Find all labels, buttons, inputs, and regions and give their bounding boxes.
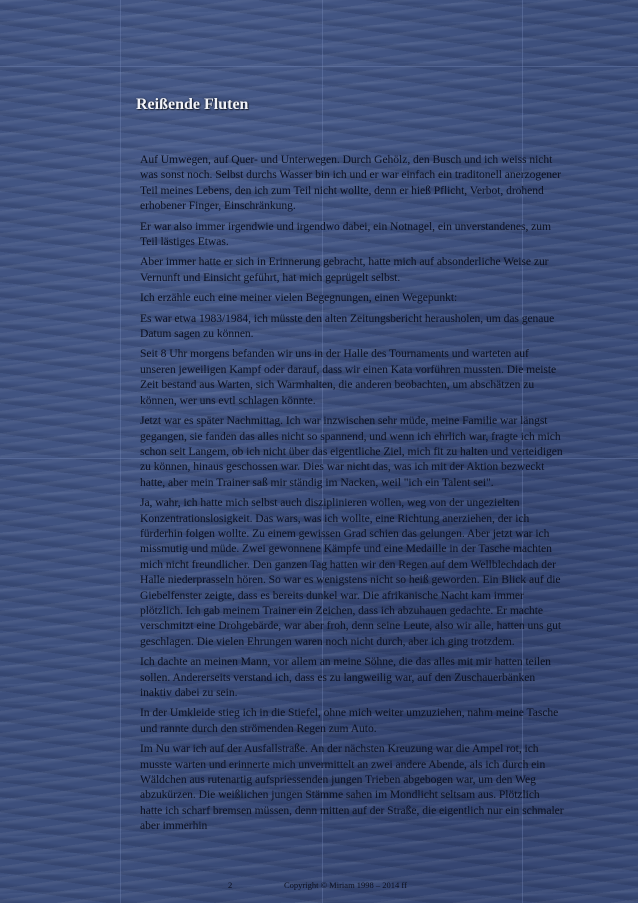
- paragraph: Aber immer hatte er sich in Erinnerung gebracht, hatte mich auf absonderliche Weise zur Vernunft und Einsicht geführt, hat mich geprügelt selbst.: [140, 255, 549, 284]
- page-footer: [0, 880, 638, 894]
- document-body: [140, 152, 564, 839]
- paragraph: Ja, wahr, ich hatte mich selbst auch disziplinieren wollen, weg von der ungezielten Konzentrationslosigkeit. Das wars, was ich wollte, eine Richtung anerziehen, der ich fürderhin folgen wollte. Zu einem gewissen Grad schien das gelungen. Aber jetzt war ich missmutig und müde. Zwei gewonnene Kämpfe und eine Medaille in der Tasche machten mich nicht freundlicher. Den ganzen Tag hatten wir den Regen auf dem Wellblechdach der Halle niederprasseln hören. So war es wenigstens nicht so heiß geworden. Ein Blick auf die Giebelfenster zeigte, dass es bereits dunkel war. Die afrikanische Nacht kam immer plötzlich. Ich gab meinem Trainer ein Zeichen, dass ich abzuhauen gedachte. Er machte verschmitzt eine Drohgebärde, war aber froh, denn seine Leute, also wir alle, hatten uns gut geschlagen. Die vielen Ehrungen waren noch nicht durch, aber ich ging trotzdem.: [140, 496, 561, 648]
- page-guide-left: [120, 0, 121, 903]
- paragraph: Es war etwa 1983/1984, ich müsste den alten Zeitungsbericht herausholen, um das genaue Datum sagen zu können.: [140, 311, 555, 341]
- page-guide-top: [0, 66, 638, 67]
- paragraph: Er war also immer irgendwie und irgendwo dabei, ein Notnagel, ein unverstandenes, zum Teil lästiges Etwas.: [140, 219, 551, 249]
- document-title: Reißende Fluten: [136, 96, 249, 113]
- paragraph: Jetzt war es später Nachmittag. Ich war inzwischen sehr müde, meine Familie war längst gegangen, sie fanden das alles nicht so spannend, und wenn ich ehrlich war, fragte ich mich schon seit Langem, ob ich nicht über das eigentliche Ziel, mich fit zu halten und verteidigen zu können, hinaus geschossen war. Dies war nicht das, was ich mit der Aktion bezweckt hatte, aber mein Trainer saß mir ständig im Nacken, weil "ich ein Talent sei".: [140, 414, 563, 489]
- page-number: 2: [228, 880, 233, 890]
- paragraph: Ich erzähle euch eine meiner vielen Begegnungen, einen Wegepunkt:: [140, 291, 458, 305]
- copyright-notice: Copyright © Miriam 1998 – 2014 ff: [284, 880, 407, 890]
- paragraph: In der Umkleide stieg ich in die Stiefel, ohne mich weiter umzuziehen, nahm meine Tasche und rannte durch den strömenden Regen zum Auto.: [140, 706, 559, 735]
- paragraph: Im Nu war ich auf der Ausfallstraße. An der nächsten Kreuzung war die Ampel rot, ich musste warten und erinnerte mich unvermittelt an zwei andere Abende, als ich durch ein Wäldchen aus rutenartig aufspriessenden jungen Trieben abgebogen war, um den Weg abzukürzen. Die weißlichen jungen Stämme sahen im Mondlicht seltsam aus. Plötzlich hatte ich scharf bremsen müssen, denn mitten auf der Straße, die eigentlich nur ein schmaler aber immerhin: [140, 742, 564, 833]
- paragraph: Auf Umwegen, auf Quer- und Unterwegen. Durch Gehölz, den Busch und ich weiss nicht was sonst noch. Selbst durchs Wasser bin ich und er war einfach ein traditonell anerzogener Teil meines Lebens, den ich zum Teil nicht wollte, denn er hieß Pflicht, Verbot, drohend erhobener Finger, Einschränkung.: [140, 153, 561, 213]
- paragraph: Ich dachte an meinen Mann, vor allem an meine Söhne, die das alles mit mir hatten teilen sollen. Andererseits verstand ich, dass es zu langweilig war, auf den Zuschauerbänken inaktiv dabei zu sein.: [140, 655, 551, 699]
- paragraph: Seit 8 Uhr morgens befanden wir uns in der Halle des Tournaments und warteten auf unseren jeweiligen Kampf oder darauf, dass wir einen Kata vorführen mussten. Die meiste Zeit bestand aus Warten, sich Warmhalten, die anderen beobachten, um abschätzen zu können, wer uns evtl schlagen könnte.: [140, 347, 557, 407]
